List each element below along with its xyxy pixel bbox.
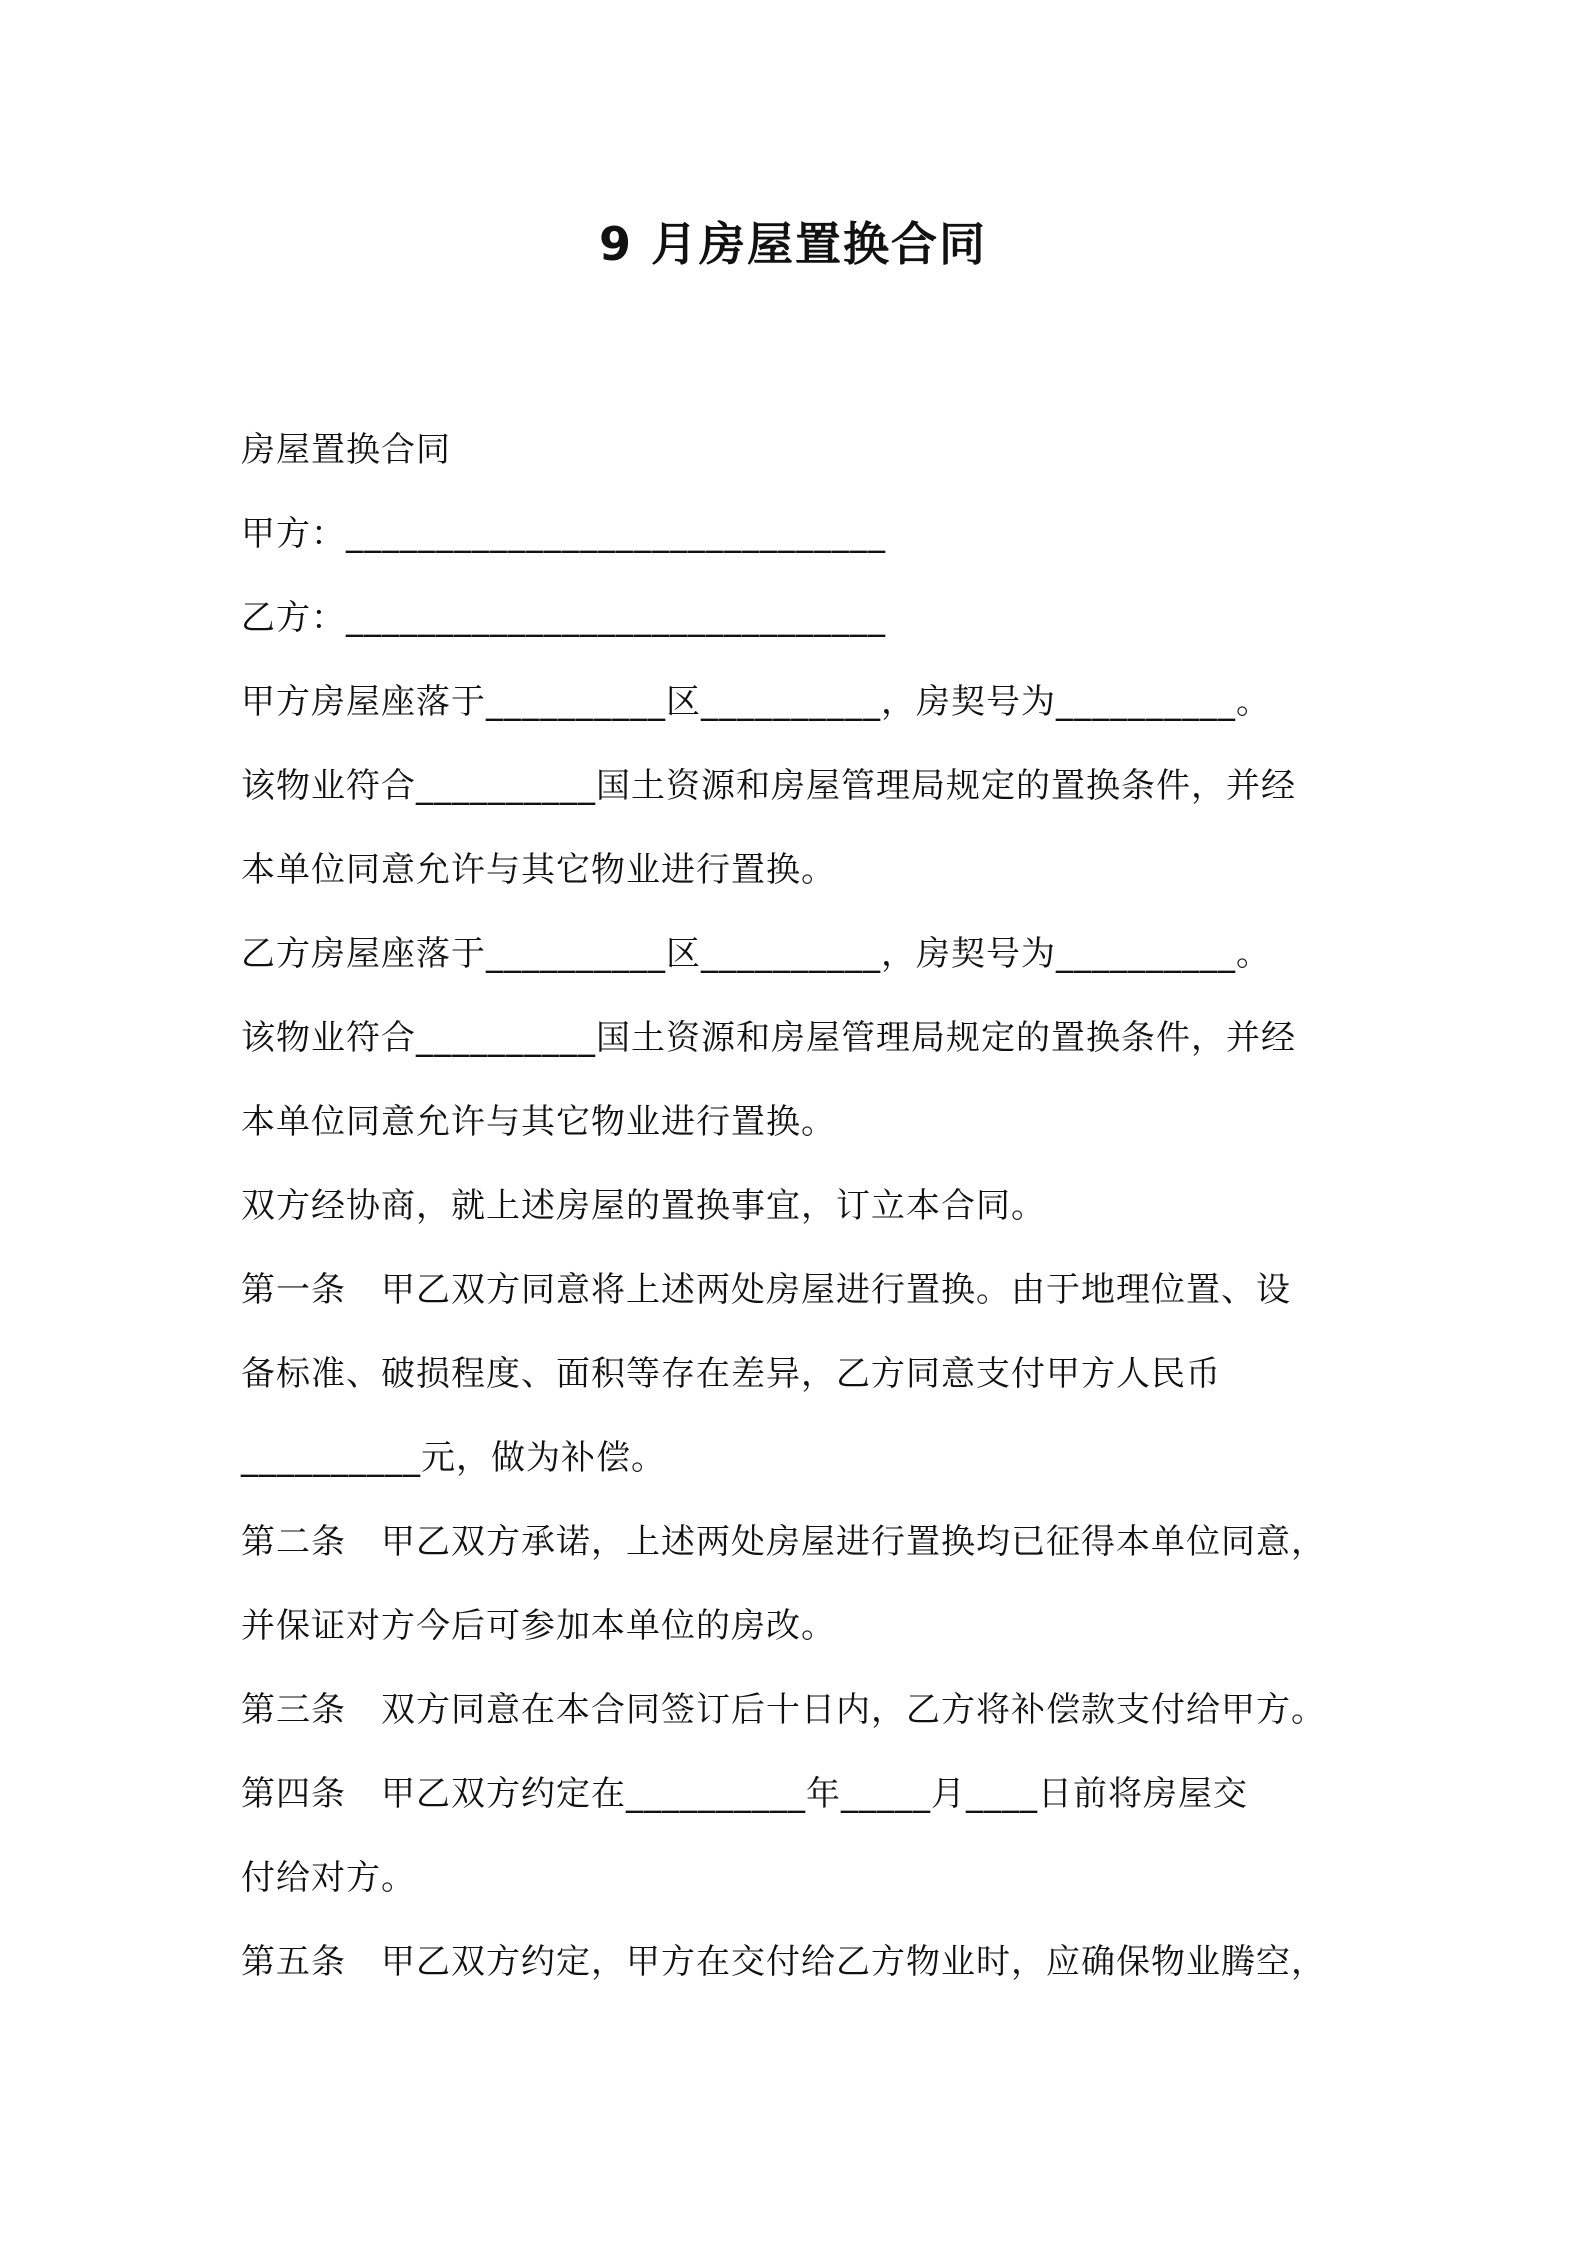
party-a-consent-line: 本单位同意允许与其它物业进行置换。: [241, 850, 836, 890]
party-b-line: 乙方：______________________________: [241, 598, 886, 638]
article-4-line-1: 第四条 甲乙双方约定在__________年_____月____日前将房屋交: [241, 1774, 1248, 1814]
article-1-line-3: __________元，做为补偿。: [241, 1438, 666, 1478]
party-b-property-line: 乙方房屋座落于__________区__________，房契号为__________。: [241, 934, 1271, 974]
party-a-line: 甲方：______________________________: [241, 514, 886, 554]
document-title: 9 月房屋置换合同: [598, 217, 988, 271]
article-4-line-2: 付给对方。: [241, 1858, 416, 1898]
party-b-condition-line: 该物业符合__________国土资源和房屋管理局规定的置换条件，并经: [241, 1018, 1296, 1058]
party-a-condition-line: 该物业符合__________国土资源和房屋管理局规定的置换条件，并经: [241, 766, 1296, 806]
article-3-line-1: 第三条 双方同意在本合同签订后十日内，乙方将补偿款支付给甲方。: [241, 1690, 1326, 1730]
article-2-line-1: 第二条 甲乙双方承诺，上述两处房屋进行置换均已征得本单位同意，: [241, 1522, 1326, 1562]
article-1-line-1: 第一条 甲乙双方同意将上述两处房屋进行置换。由于地理位置、设: [241, 1270, 1291, 1310]
party-a-property-line: 甲方房屋座落于__________区__________，房契号为__________。: [241, 682, 1271, 722]
article-2-line-2: 并保证对方今后可参加本单位的房改。: [241, 1606, 836, 1646]
contract-heading: 房屋置换合同: [241, 430, 451, 470]
agreement-intro-line: 双方经协商，就上述房屋的置换事宜，订立本合同。: [241, 1186, 1046, 1226]
article-1-line-2: 备标准、破损程度、面积等存在差异，乙方同意支付甲方人民币: [241, 1354, 1221, 1394]
party-b-consent-line: 本单位同意允许与其它物业进行置换。: [241, 1102, 836, 1142]
document-body: [241, 408, 1401, 2004]
article-5-line-1: 第五条 甲乙双方约定，甲方在交付给乙方物业时，应确保物业腾空，: [241, 1942, 1326, 1982]
